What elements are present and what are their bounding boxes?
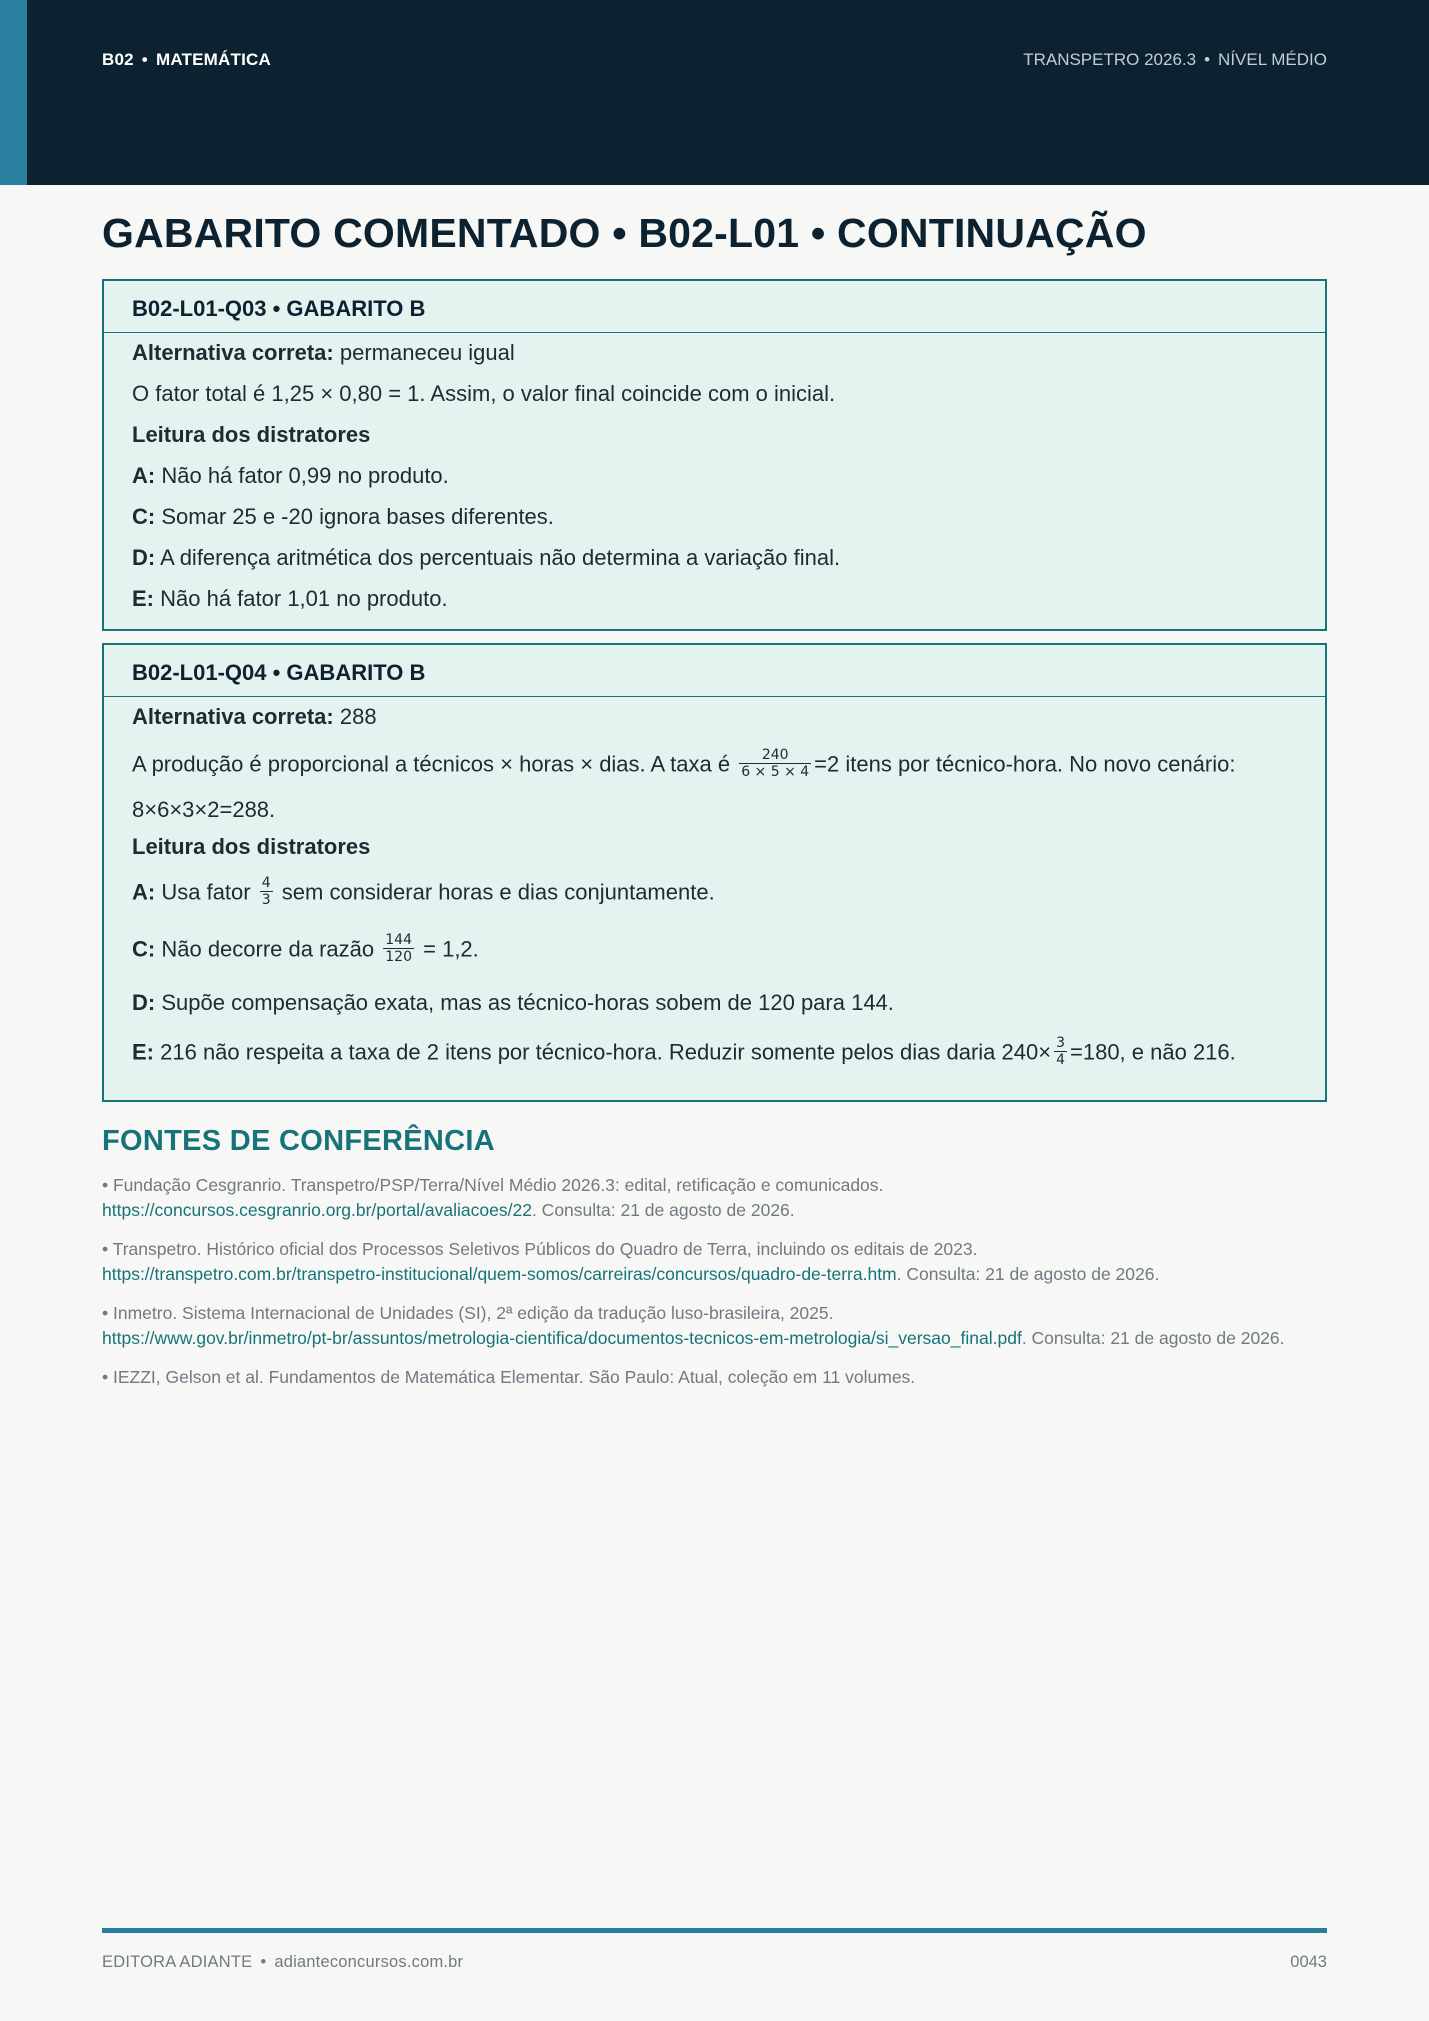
header-separator: • bbox=[1204, 50, 1211, 69]
question-box-q03 bbox=[102, 279, 1327, 631]
correct-answer-line bbox=[132, 339, 1297, 367]
page-title: GABARITO COMENTADO • B02-L01 • CONTINUAÇÃO bbox=[102, 210, 1147, 256]
header-subject: MATEMÁTICA bbox=[155, 50, 271, 69]
footer-rule bbox=[102, 1928, 1327, 1933]
distractor-e: E: Não há fator 1,01 no produto. bbox=[132, 586, 448, 611]
distractor-c: C: Não decorre da razão $\frac{144}{120}$ = 1,2. bbox=[132, 932, 479, 965]
distractor-e: E: 216 não respeita a taxa de 2 itens por técnico-hora. Reduzir somente pelos dias daria 240× $\frac{3}{4}$ =180, e não 216. bbox=[132, 1035, 1236, 1068]
fraction-ratio: $\frac{144}{120}$ bbox=[385, 932, 412, 965]
source-link[interactable]: https://www.gov.br/inmetro/pt-br/assuntos/metrologia-cientifica/documentos-tecnicos-em-metrologia/si_versao_final.pdf bbox=[102, 1328, 1022, 1348]
distractor-c: C: Somar 25 e -20 ignora bases diferentes. bbox=[132, 504, 554, 529]
header-exam-level: NÍVEL MÉDIO bbox=[1218, 50, 1327, 69]
header-exam-label bbox=[1023, 50, 1327, 70]
footer-site: adianteconcursos.com.br bbox=[274, 1953, 464, 1971]
distractors-title: Leitura dos distratores bbox=[132, 834, 371, 859]
fraction-three-quarters: $\frac{3}{4}$ bbox=[1056, 1035, 1065, 1068]
source-item: • Inmetro. Sistema Internacional de Unidades (SI), 2ª edição da tradução luso-brasileira, 2025. https://www.gov.br/inmetro/pt-br/assuntos/metrologia-cientifica/documentos-tecnicos-em-metrologia/si_versao_final.pdf. Consulta: 21 de agosto de 2026. bbox=[102, 1303, 1285, 1348]
distractor-d: D: A diferença aritmética dos percentuais não determina a variação final. bbox=[132, 545, 841, 570]
distractor-d: D: Supõe compensação exata, mas as técnico-horas sobem de 120 para 144. bbox=[132, 990, 894, 1015]
explanation-text: O fator total é 1,25 × 0,80 = 1. Assim, o valor final coincide com o inicial. bbox=[132, 381, 836, 406]
question-heading: B02-L01-Q04 • GABARITO B bbox=[104, 645, 1325, 697]
distractors-title: Leitura dos distratores bbox=[132, 422, 371, 447]
header-separator: • bbox=[141, 50, 148, 69]
correct-answer-label: Alternativa correta: bbox=[132, 340, 334, 365]
correct-answer-value: permaneceu igual bbox=[339, 340, 515, 365]
distractor-a: A: Não há fator 0,99 no produto. bbox=[132, 463, 449, 488]
source-item: • Transpetro. Histórico oficial dos Processos Seletivos Públicos do Quadro de Terra, incluindo os editais de 2023. https://transpetro.com.br/transpetro-institucional/quem-somos/carreiras/concursos/quadro-de-terra.htm. Consulta: 21 de agosto de 2026. bbox=[102, 1239, 1160, 1284]
header-accent-stripe bbox=[0, 0, 27, 185]
page-header bbox=[0, 0, 1429, 185]
correct-answer-label: Alternativa correta: bbox=[132, 704, 334, 729]
question-box-q04 bbox=[102, 643, 1327, 1102]
question-heading: B02-L01-Q03 • GABARITO B bbox=[104, 281, 1325, 333]
fraction-rate: $\frac{240}{6 \times 5 \times 4}$ bbox=[741, 747, 810, 780]
page-number: 0043 bbox=[1290, 1953, 1327, 1971]
explanation-text: A produção é proporcional a técnicos × horas × dias. A taxa é $\frac{240}{6 \times 5 \times 4}$ =2 itens por técnico-hora. No novo cenário: bbox=[132, 747, 1236, 780]
header-section-code: B02 bbox=[102, 50, 134, 69]
question-body bbox=[104, 333, 1325, 613]
source-link[interactable]: https://transpetro.com.br/transpetro-institucional/quem-somos/carreiras/concursos/quadro-de-terra.htm bbox=[102, 1264, 897, 1284]
header-section-label bbox=[102, 50, 271, 70]
correct-answer-value: 288 bbox=[339, 704, 377, 729]
source-link[interactable]: https://concursos.cesgranrio.org.br/portal/avaliacoes/22 bbox=[102, 1200, 532, 1220]
sources-list bbox=[102, 1173, 1332, 1404]
distractor-a: A: Usa fator $\frac{4}{3}$ sem considerar horas e dias conjuntamente. bbox=[132, 875, 715, 908]
correct-answer-line bbox=[132, 703, 1297, 731]
explanation-line-2: 8×6×3×2=288. bbox=[132, 797, 276, 822]
footer-publisher: EDITORA ADIANTE • adianteconcursos.com.br bbox=[102, 1953, 464, 1971]
source-item: • IEZZI, Gelson et al. Fundamentos de Matemática Elementar. São Paulo: Atual, coleção em 11 volumes. bbox=[102, 1367, 916, 1387]
fraction-four-thirds: $\frac{4}{3}$ bbox=[261, 875, 271, 908]
sources-title: FONTES DE CONFERÊNCIA bbox=[102, 1125, 495, 1157]
question-body bbox=[104, 697, 1325, 1070]
header-exam-name: TRANSPETRO 2026.3 bbox=[1023, 50, 1197, 69]
source-item: • Fundação Cesgranrio. Transpetro/PSP/Terra/Nível Médio 2026.3: edital, retificação e comunicados. https://concursos.cesgranrio.org.br/portal/avaliacoes/22. Consulta: 21 de agosto de 2026. bbox=[102, 1175, 884, 1220]
